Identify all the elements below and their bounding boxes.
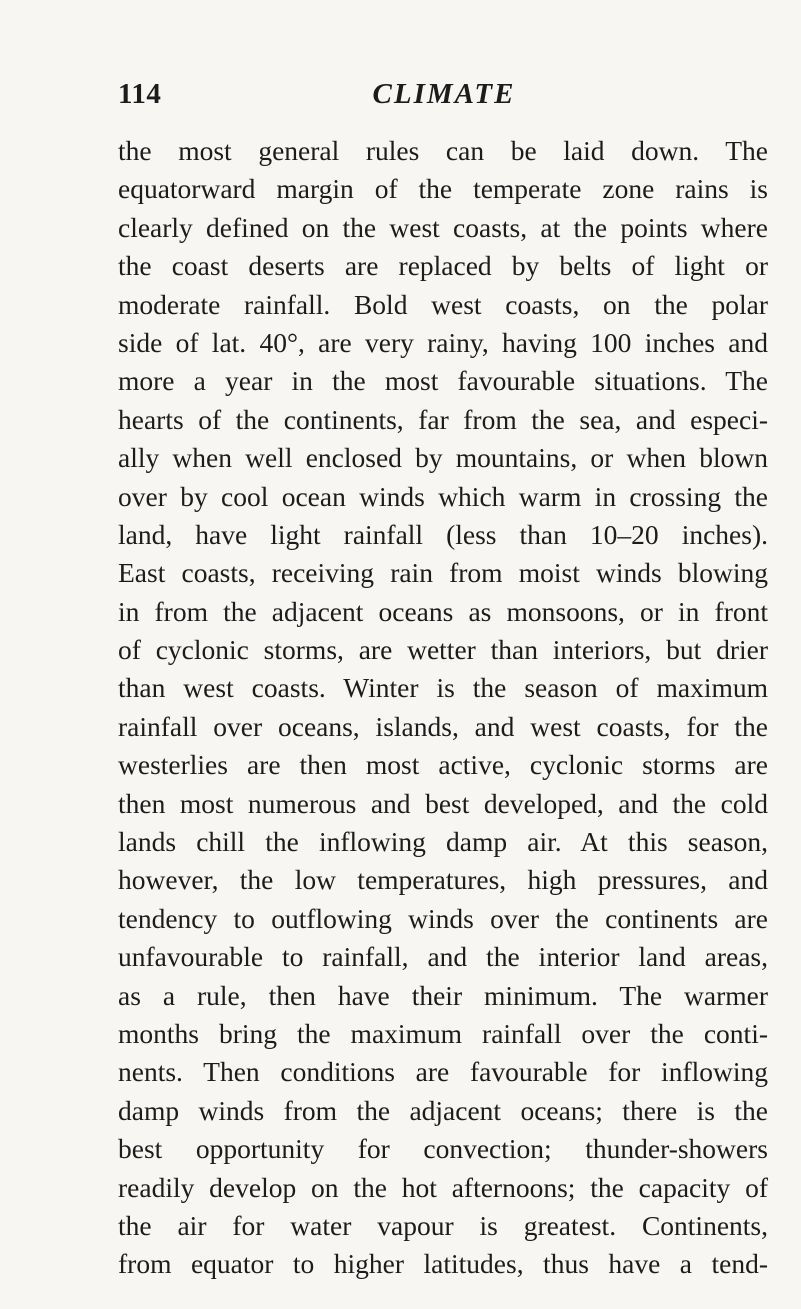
text-line: damp winds from the adjacent oceans; there is the xyxy=(118,1094,768,1126)
text-line: the coast deserts are replaced by belts of light or xyxy=(118,250,768,282)
text-line: more a year in the most favourable situations. The xyxy=(118,365,768,397)
body-text xyxy=(118,132,768,1284)
text-line: then most numerous and best developed, and the cold xyxy=(118,787,768,819)
text-line: nents. Then conditions are favourable for inflowing xyxy=(118,1056,768,1088)
text-line: from equator to higher latitudes, thus have a tend- xyxy=(118,1248,768,1280)
text-line: land, have light rainfall (less than 10–20 inches). xyxy=(118,518,768,550)
text-line: lands chill the inflowing damp air. At this season, xyxy=(118,826,768,858)
text-line: equatorward margin of the temperate zone rains is xyxy=(118,173,768,205)
text-line: moderate rainfall. Bold west coasts, on the polar xyxy=(118,288,768,320)
text-line: over by cool ocean winds which warm in crossing the xyxy=(118,480,768,512)
text-line: the most general rules can be laid down. The xyxy=(118,135,768,166)
text-line: in from the adjacent oceans as monsoons, or in front xyxy=(118,595,768,627)
text-line: East coasts, receiving rain from moist winds blowing xyxy=(118,557,768,589)
running-head xyxy=(118,78,770,118)
text-line: months bring the maximum rainfall over the conti- xyxy=(118,1017,768,1049)
running-title: CLIMATE xyxy=(372,78,516,110)
text-line: however, the low temperatures, high pressures, and xyxy=(118,864,768,896)
text-line: of cyclonic storms, are wetter than interiors, but drier xyxy=(118,634,768,666)
text-line: readily develop on the hot afternoons; the capacity of xyxy=(118,1171,768,1203)
text-line: rainfall over oceans, islands, and west coasts, for the xyxy=(118,710,768,742)
text-line: westerlies are then most active, cyclonic storms are xyxy=(118,749,768,781)
text-line: the air for water vapour is greatest. Continents, xyxy=(118,1209,768,1241)
text-line: unfavourable to rainfall, and the interior land areas, xyxy=(118,941,768,973)
text-line: ally when well enclosed by mountains, or when blown xyxy=(118,442,768,474)
text-line: as a rule, then have their minimum. The warmer xyxy=(118,979,768,1011)
text-line: clearly defined on the west coasts, at the points where xyxy=(118,211,768,243)
page-number: 114 xyxy=(118,78,162,110)
text-line: tendency to outflowing winds over the continents are xyxy=(118,902,768,934)
text-line: side of lat. 40°, are very rainy, having 100 inches and xyxy=(118,326,768,358)
text-line: than west coasts. Winter is the season of maximum xyxy=(118,672,768,704)
text-line: best opportunity for convection; thunder-showers xyxy=(118,1133,768,1165)
text-line: hearts of the continents, far from the sea, and especi- xyxy=(118,403,768,435)
